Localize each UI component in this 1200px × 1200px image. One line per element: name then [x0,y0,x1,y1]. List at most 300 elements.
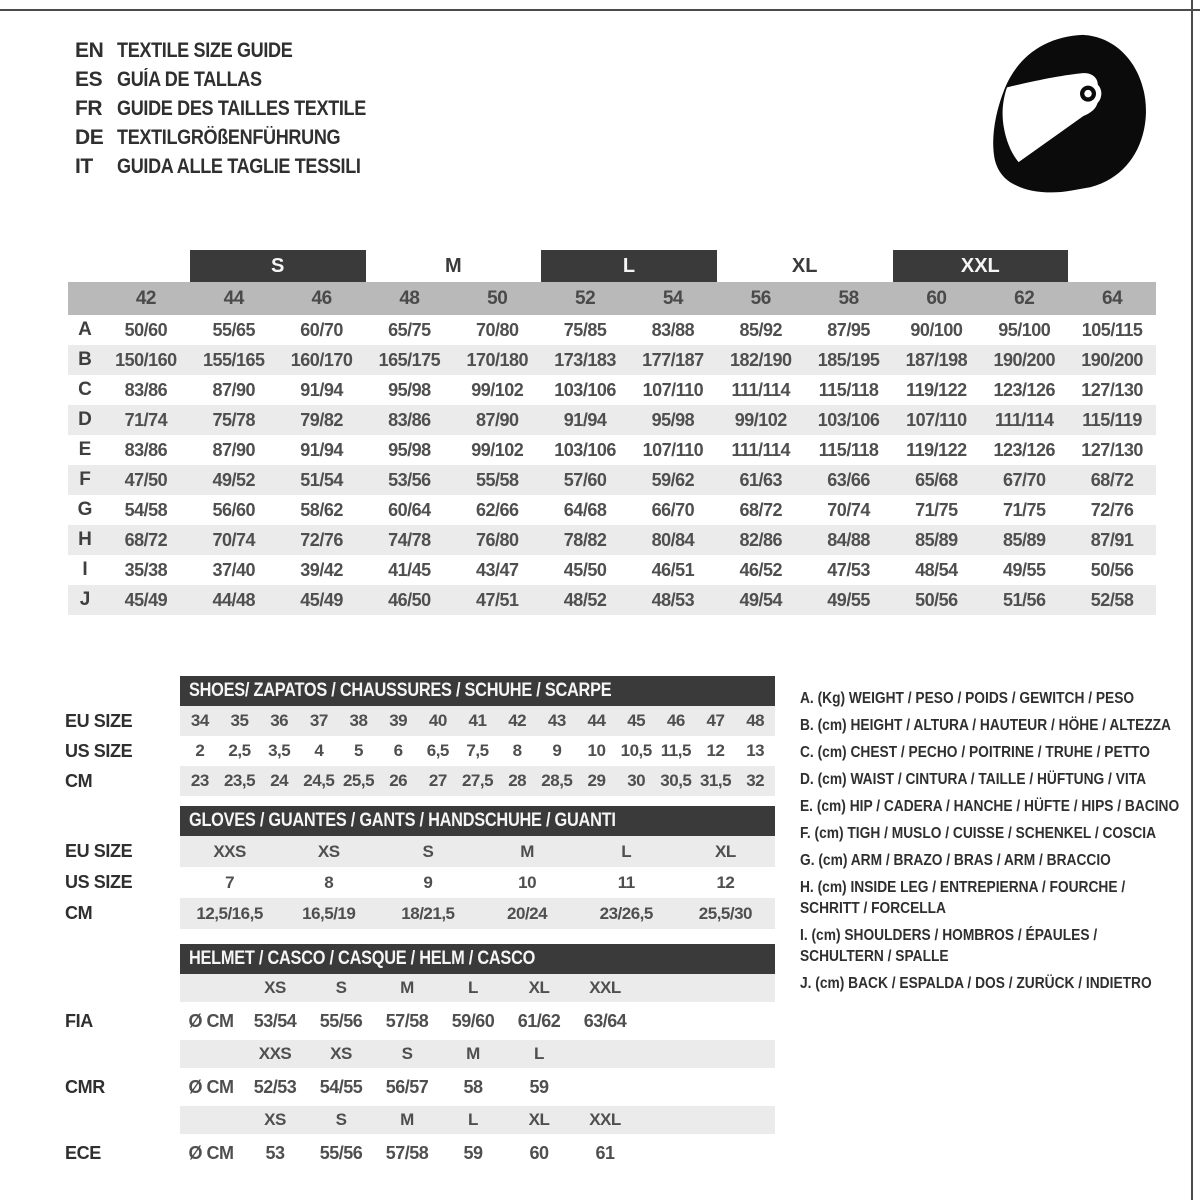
size-row-spacer [68,282,102,315]
strip-value-cell: 20/24 [507,903,548,923]
measurement-cell: 119/122 [906,439,967,460]
legend-line [800,715,1192,736]
diameter-unit-label: Ø CM [188,1142,234,1163]
strip-value-cell: 10,5 [620,741,652,760]
measurement-cell: 56/60 [212,499,256,520]
legend-line [800,796,1192,817]
spacer [65,1106,180,1134]
measurement-cell: 90/100 [910,319,963,340]
standard-label: ECE [65,1142,101,1163]
strip-value-cell: 11 [617,872,635,892]
row-letter: B [78,349,92,370]
size-cell: 56 [750,287,771,309]
strip-value-cell: 11,5 [660,741,691,760]
measurement-cell: 55/58 [475,469,519,490]
language-code: FR [75,96,103,120]
helmet-value-cell: 53/54 [253,1010,297,1031]
size-cell: 58 [838,287,859,309]
measurement-cell: 119/122 [906,379,967,400]
helmet-value-cell: 63/64 [583,1010,627,1031]
strip-row-label: CM [65,770,93,791]
measurement-cell: 46/51 [651,559,695,580]
spacer [180,1040,242,1068]
legend-text: SCHULTERN / SPALLE [800,948,949,965]
legend-text: D. (cm) WAIST / CINTURA / TAILLE / HÜFTUNG / VITA [800,771,1147,788]
measurement-cell: 49/54 [739,589,783,610]
measurement-cell: 105/115 [1081,319,1143,340]
measurement-cell: 170/180 [466,349,529,370]
measurement-cell: 45/49 [300,589,343,610]
size-cell: 64 [1102,287,1123,309]
legend-item [800,850,1192,871]
legend-item [800,769,1192,790]
measurement-cell: 48/54 [915,559,958,580]
measurement-cell: 43/47 [475,559,519,580]
helmet-value-row-cmr [65,1068,775,1106]
measurement-cell: 95/98 [388,379,431,400]
measurement-cell: 127/130 [1081,439,1143,460]
legend-text: G. (cm) ARM / BRAZO / BRAS / ARM / BRACCIO [800,852,1111,869]
measurement-cell: 83/88 [651,319,695,340]
strip-value-cell: 36 [270,711,289,730]
legend-line [800,688,1192,709]
legend-item [800,688,1192,709]
legend-text: I. (cm) SHOULDERS / HOMBROS / ÉPAULES / [800,927,1098,944]
strip-value-cell: 38 [349,711,368,730]
measurement-cell: 65/75 [388,319,431,340]
measurement-cell: 46/50 [388,589,431,610]
measurement-cell: 103/106 [554,379,616,400]
measurement-cell: 84/88 [827,529,870,550]
legend-item [800,796,1192,817]
strip-value-cell: 12,5/16,5 [196,903,263,923]
measurement-cell: 91/94 [563,409,607,430]
measurement-cell: 123/126 [993,379,1056,400]
language-title: GUÍA DE TALLAS [117,67,262,91]
helmet-size-cell: XL [528,1110,550,1129]
strip-value-cell: 7,5 [466,741,489,760]
shoes-table [65,676,775,796]
measurement-cell: 35/38 [124,559,168,580]
measurement-cell: 79/82 [300,409,343,430]
measurement-cell: 70/74 [827,499,870,520]
strip-value-cell: 27,5 [461,771,494,790]
measurement-cell: 87/95 [827,319,870,340]
strip-value-cell: 10 [587,741,606,760]
strip-value-cell: 48 [746,711,765,730]
table-row-i [68,555,1156,585]
measurement-cell: 67/70 [1002,469,1046,490]
strip-row-label: US SIZE [65,740,133,761]
measurement-cell: 190/200 [1081,349,1143,370]
measurement-cell: 46/52 [739,559,783,580]
strip-value-cell: 43 [547,711,566,730]
measurement-cell: 87/90 [212,379,256,400]
measurement-cell: 115/119 [1082,409,1142,430]
shoes-title-bar [180,676,775,706]
language-code: EN [75,38,104,62]
main-size-table-body [68,315,1156,615]
strip-row-eu-size [65,836,775,867]
strip-value-cell: 30,5 [660,771,692,790]
strip-values-row [180,736,775,766]
frame-right-line [1191,0,1193,1200]
legend-line [800,769,1192,790]
spacer [65,806,180,836]
strip-value-cell: 44 [587,711,606,730]
size-group-header-row [68,250,1156,282]
helmet-values [180,1134,775,1172]
strip-row-us-size [65,736,775,766]
helmet-size-row-ece [65,1106,775,1134]
table-row-j [68,585,1156,615]
helmet-value-row-fia [65,1002,775,1040]
measurement-cell: 107/110 [642,379,704,400]
measurement-cell: 177/187 [642,349,704,370]
measurement-cell: 75/85 [563,319,607,340]
measurement-cell: 47/53 [827,559,870,580]
measurement-cell: 62/66 [475,499,519,520]
helmet-size-cell: S [335,1110,347,1129]
measurement-cell: 155/165 [202,349,265,370]
measurement-cell: 115/118 [818,439,879,460]
strip-value-cell: 25,5/30 [698,903,753,923]
measurement-cell: 51/56 [1002,589,1046,610]
measurement-cell: 111/114 [994,409,1054,430]
measurement-cell: 64/68 [563,499,607,520]
size-cell: 62 [1014,287,1035,309]
measurement-cell: 80/84 [651,529,695,550]
strip-values-row [180,898,775,929]
measurement-cell: 85/89 [915,529,958,550]
measurement-cell: 190/200 [993,349,1056,370]
strip-row-us-size [65,867,775,898]
strip-value-cell: M [520,841,534,861]
measurement-cell: 68/72 [124,529,168,550]
strip-value-cell: 18/21,5 [401,903,455,923]
strip-value-cell: 40 [428,711,447,730]
strip-value-cell: 47 [706,711,725,730]
strip-value-cell: 34 [190,711,209,730]
spacer [65,1040,180,1068]
legend-line [800,823,1192,844]
strip-value-cell: 10 [518,872,537,892]
helmet-value-cell: 60 [529,1142,549,1163]
strip-value-cell: 24 [270,771,289,790]
measurement-cell: 48/53 [651,589,695,610]
measurement-cell: 91/94 [300,379,343,400]
standard-label: CMR [65,1076,105,1097]
helmet-size-row-fia [65,974,775,1002]
legend-text: F. (cm) TIGH / MUSLO / CUISSE / SCHENKEL / COSCIA [800,825,1157,842]
legend-line [800,898,1192,919]
helmet-values [180,1068,775,1106]
strip-value-cell: 12 [706,741,725,760]
helmet-values [180,1002,775,1040]
size-group-m: M [444,254,462,277]
table-row-g [68,495,1156,525]
legend-item [800,973,1192,994]
legend-text: E. (cm) HIP / CADERA / HANCHE / HÜFTE / HIPS / BACINO [800,798,1180,815]
measurement-cell: 53/56 [388,469,431,490]
legend-text: J. (cm) BACK / ESPALDA / DOS / ZURÜCK / INDIETRO [800,975,1152,992]
strip-value-cell: 39 [389,711,408,730]
size-cell: 54 [662,287,683,309]
helmet-size-cell: XS [264,978,286,997]
measurement-cell: 66/70 [651,499,695,520]
row-letter: I [82,559,88,580]
measurement-cell: 61/63 [739,469,783,490]
measurement-cell: 44/48 [212,589,256,610]
strip-values-row [180,766,775,796]
measurement-cell: 50/56 [1090,559,1134,580]
measurement-cell: 52/58 [1090,589,1134,610]
measurement-cell: 83/86 [388,409,431,430]
legend-line [800,925,1192,946]
measurement-cell: 99/102 [471,439,524,460]
measurement-cell: 59/62 [651,469,695,490]
helmet-value-cell: 59 [529,1076,549,1097]
strip-value-cell: 30 [627,771,646,790]
measurement-cell: 165/175 [378,349,441,370]
size-cell: 52 [575,287,596,309]
strip-value-cell: 23 [190,771,209,790]
strip-values-row [180,867,775,898]
strip-value-cell: 6,5 [426,741,449,760]
row-letter: F [79,469,91,490]
helmet-size-labels [180,1106,775,1134]
gloves-title: GLOVES / GUANTES / GANTS / HANDSCHUHE / GUANTI [189,810,616,831]
strip-value-cell: 28,5 [541,771,573,790]
measurement-cell: 41/45 [388,559,431,580]
strip-value-cell: 3,5 [268,741,291,760]
size-cell: 46 [311,287,332,309]
strip-value-cell: 31,5 [699,771,732,790]
legend-item [800,823,1192,844]
table-row-e [68,435,1156,465]
language-title-list [75,36,406,181]
strip-value-cell: 24,5 [303,771,335,790]
language-title: TEXTILGRÖßENFÜHRUNG [117,125,341,149]
size-cell: 44 [223,287,244,309]
measurement-cell: 87/90 [475,409,519,430]
helmet-value-cell: 59/60 [451,1010,495,1031]
measurement-cell: 103/106 [817,409,880,430]
strip-value-cell: 28 [508,771,527,790]
helmet-size-cell: M [466,1044,480,1063]
measurement-cell: 91/94 [300,439,343,460]
helmet-value-cell: 57/58 [385,1010,429,1031]
legend-line [800,946,1192,967]
strip-value-cell: 37 [309,711,328,730]
measurement-cell: 76/80 [475,529,519,550]
spacer [65,974,180,1002]
strip-row-cm [65,898,775,929]
frame-top-line [0,9,1200,11]
size-group-l: L [541,250,717,282]
measurement-cell: 50/56 [915,589,958,610]
strip-value-cell: S [422,841,434,861]
measurement-cell: 160/170 [290,349,353,370]
helmet-value-cell: 61 [595,1142,615,1163]
helmet-size-cell: XXS [258,1044,292,1063]
row-letter: D [78,409,92,430]
strip-value-cell: 25,5 [342,771,375,790]
language-row [75,65,406,94]
strip-value-cell: L [621,841,632,861]
language-title: GUIDE DES TAILLES TEXTILE [117,96,366,120]
helmet-title: HELMET / CASCO / CASQUE / HELM / CASCO [189,948,536,969]
strip-value-cell: 46 [666,711,685,730]
helmet-size-cell: L [534,1044,544,1063]
language-row [75,94,406,123]
measurement-cell: 75/78 [212,409,256,430]
helmet-size-cell: L [468,978,478,997]
measurement-cell: 58/62 [300,499,343,520]
strip-value-cell: 32 [746,771,765,790]
size-cell: 60 [926,287,947,309]
measurement-cell: 49/55 [1002,559,1046,580]
helmet-value-cell: 54/55 [319,1076,363,1097]
strip-value-cell: 4 [314,741,324,760]
helmet-value-cell: 59 [463,1142,483,1163]
language-title: GUIDA ALLE TAGLIE TESSILI [117,154,361,178]
helmet-value-cell: 58 [463,1076,483,1097]
helmet-size-cell: M [400,978,414,997]
diameter-unit-label: Ø CM [188,1076,234,1097]
legend-text: H. (cm) INSIDE LEG / ENTREPIERNA / FOURCHE / [800,879,1126,896]
measurement-cell: 150/160 [115,349,177,370]
measurement-cell: 63/66 [827,469,870,490]
strip-value-cell: 29 [587,771,606,790]
row-letter: A [78,319,92,340]
measurement-cell: 82/86 [739,529,783,550]
helmet-icon [983,26,1161,204]
helmet-value-cell: 57/58 [385,1142,429,1163]
measurement-cell: 57/60 [563,469,607,490]
size-group-xl: XL [791,254,818,277]
measurement-cell: 71/75 [1002,499,1046,520]
strip-value-cell: 41 [468,711,487,730]
diameter-unit-label: Ø CM [188,1010,234,1031]
helmet-size-labels [180,974,775,1002]
helmet-size-cell: XXL [589,978,621,997]
measurement-cell: 68/72 [1090,469,1134,490]
measurement-cell: 45/49 [124,589,168,610]
size-group-xxl: XXL [893,250,1069,282]
measurement-cell: 111/114 [731,379,791,400]
helmet-title-bar [180,944,775,974]
strip-value-cell: 9 [423,872,433,892]
row-letter: E [78,439,92,460]
language-code: IT [75,154,93,178]
table-row-b [68,345,1156,375]
measurement-cell: 78/82 [563,529,607,550]
table-row-d [68,405,1156,435]
strip-row-eu-size [65,706,775,736]
measurement-cell: 103/106 [554,439,616,460]
strip-value-cell: 2 [195,741,205,760]
measurement-cell: 83/86 [124,439,168,460]
row-letter: H [78,529,92,550]
spacer [180,974,242,1002]
strip-value-cell: 6 [393,741,403,760]
measurement-cell: 70/74 [212,529,256,550]
size-cell: 48 [399,287,420,309]
measurement-legend [800,688,1192,1000]
measurement-cell: 48/52 [563,589,607,610]
strip-value-cell: XL [715,841,736,861]
helmet-size-cell: XS [330,1044,352,1063]
strip-value-cell: 13 [746,741,765,760]
language-code: ES [75,67,103,91]
size-cell: 50 [487,287,508,309]
strip-value-cell: 7 [225,872,235,892]
strip-value-cell: 8 [324,872,334,892]
helmet-size-cell: M [400,1110,414,1129]
measurement-cell: 47/50 [124,469,168,490]
helmet-size-cell: XL [528,978,550,997]
measurement-cell: 107/110 [906,409,967,430]
legend-item [800,715,1192,736]
measurement-cell: 99/102 [734,409,787,430]
spacer [180,1106,242,1134]
helmet-value-cell: 56/57 [385,1076,429,1097]
measurement-cell: 85/92 [739,319,783,340]
measurement-cell: 65/68 [915,469,958,490]
measurement-cell: 87/91 [1090,529,1134,550]
measurement-cell: 115/118 [818,379,879,400]
helmet-size-cell: S [335,978,347,997]
helmet-value-row-ece [65,1134,775,1172]
strip-values-row [180,706,775,736]
helmet-table [65,944,775,1172]
measurement-cell: 74/78 [388,529,431,550]
language-row [75,152,406,181]
measurement-cell: 95/98 [388,439,431,460]
measurement-cell: 39/42 [300,559,343,580]
helmet-value-cell: 55/56 [319,1010,363,1031]
main-size-table [68,250,1156,615]
legend-line [800,850,1192,871]
strip-value-cell: 8 [512,741,522,760]
measurement-cell: 173/183 [554,349,616,370]
measurement-cell: 47/51 [475,589,519,610]
measurement-cell: 50/60 [124,319,168,340]
helmet-size-cell: S [401,1044,413,1063]
legend-line [800,973,1192,994]
measurement-cell: 49/52 [212,469,256,490]
helmet-size-labels [180,1040,775,1068]
strip-row-cm [65,766,775,796]
gloves-table [65,806,775,929]
numeric-size-row [68,282,1156,315]
measurement-cell: 99/102 [471,379,524,400]
language-row [75,123,406,152]
measurement-cell: 72/76 [1090,499,1134,520]
strip-row-label: EU SIZE [65,710,133,731]
row-letter: J [79,589,91,610]
language-code: DE [75,125,104,149]
measurement-cell: 83/86 [124,379,168,400]
legend-item [800,877,1192,919]
strip-row-label: US SIZE [65,872,133,892]
measurement-cell: 87/90 [212,439,256,460]
legend-text: B. (cm) HEIGHT / ALTURA / HAUTEUR / HÖHE / ALTEZZA [800,717,1171,734]
legend-line [800,742,1192,763]
measurement-cell: 70/80 [475,319,519,340]
legend-text: A. (Kg) WEIGHT / PESO / POIDS / GEWITCH / PESO [800,690,1135,707]
